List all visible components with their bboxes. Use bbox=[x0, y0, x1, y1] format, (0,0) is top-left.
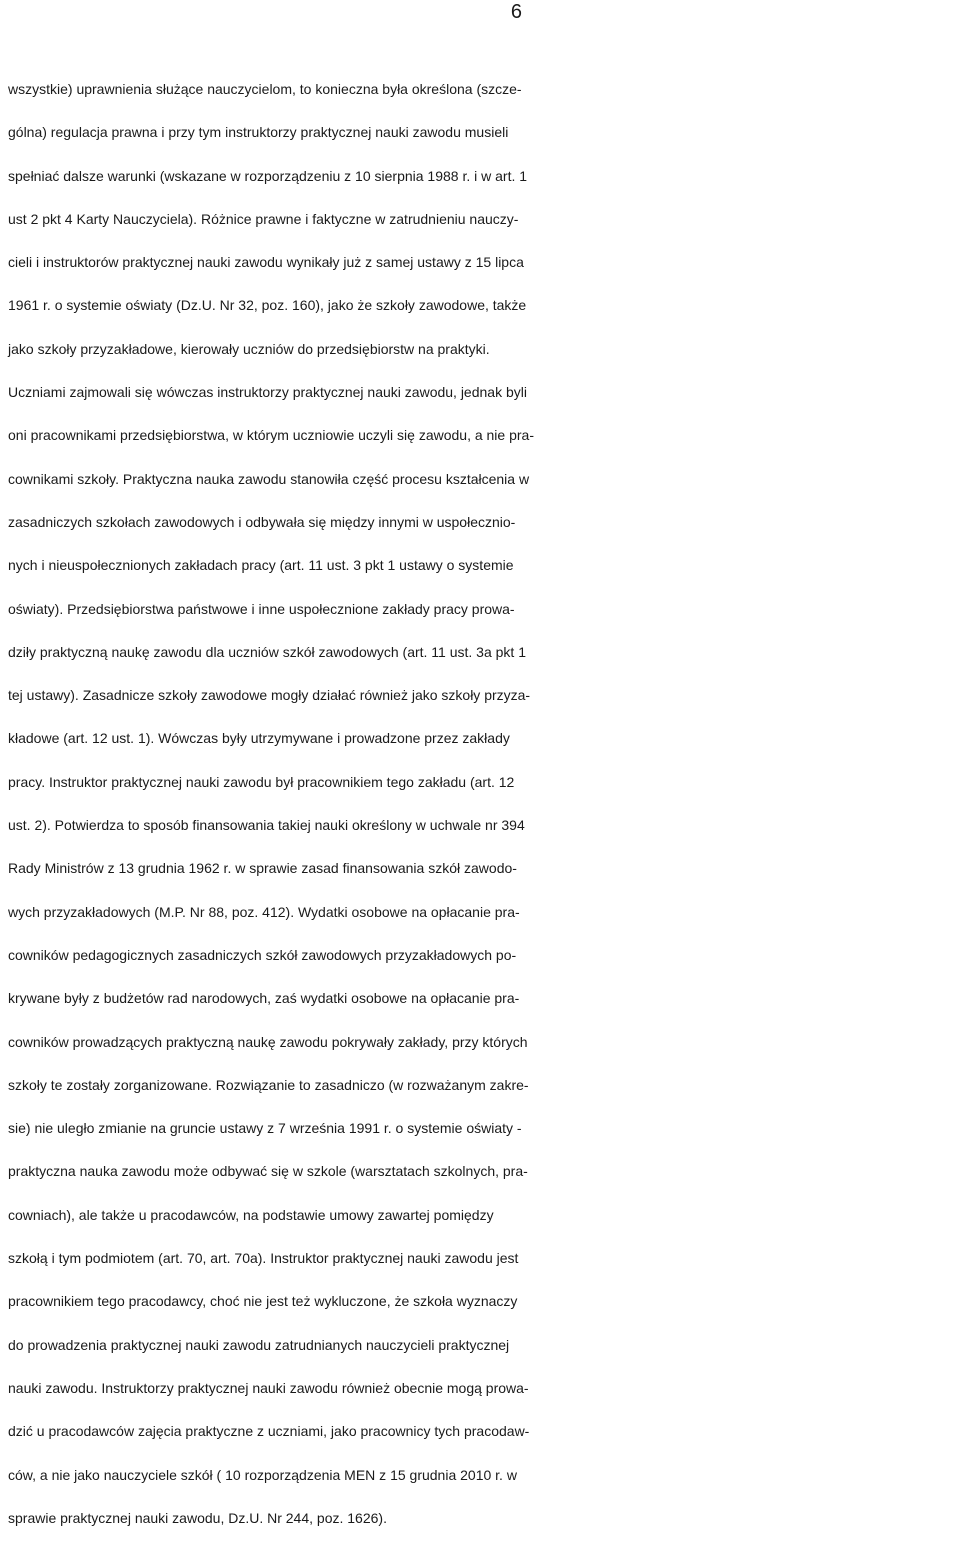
text-line: nych i nieuspołecznionych zakładach pracy (art. 11 ust. 3 pkt 1 ustawy o systemie bbox=[8, 557, 514, 574]
text-line: cownikami szkoły. Praktyczna nauka zawodu stanowiła część procesu kształcenia w bbox=[8, 470, 530, 487]
text-line: krywane były z budżetów rad narodowych, zaś wydatki osobowe na opłacanie pra- bbox=[8, 990, 520, 1007]
text-line: szkołą i tym podmiotem (art. 70, art. 70a). Instruktor praktycznej nauki zawodu jest bbox=[8, 1250, 519, 1267]
text-line: wych przyzakładowych (M.P. Nr 88, poz. 412). Wydatki osobowe na opłacanie pra- bbox=[8, 903, 520, 920]
text-line: oświaty). Przedsiębiorstwa państwowe i inne uspołecznione zakłady pracy prowa- bbox=[8, 600, 515, 617]
text-line: do prowadzenia praktycznej nauki zawodu zatrudnianych nauczycieli praktycznej bbox=[8, 1336, 510, 1353]
text-line: ców, a nie jako nauczyciele szkół ( 10 rozporządzenia MEN z 15 grudnia 2010 r. w bbox=[8, 1466, 517, 1483]
text-line: Rady Ministrów z 13 grudnia 1962 r. w sprawie zasad finansowania szkół zawodo- bbox=[8, 860, 517, 877]
text-line: pracy. Instruktor praktycznej nauki zawodu był pracownikiem tego zakładu (art. 12 bbox=[8, 773, 515, 790]
text-line: oni pracownikami przedsiębiorstwa, w którym uczniowie uczyli się zawodu, a nie pra- bbox=[8, 427, 534, 444]
text-line: pracownikiem tego pracodawcy, choć nie jest też wykluczone, że szkoła wyznaczy bbox=[8, 1293, 518, 1310]
text-line: cowników prowadzących praktyczną naukę zawodu pokrywały zakłady, przy których bbox=[8, 1033, 528, 1050]
text-line: tej ustawy). Zasadnicze szkoły zawodowe mogły działać również jako szkoły przyza- bbox=[8, 687, 531, 704]
text-line: ust 2 pkt 4 Karty Nauczyciela). Różnice prawne i faktyczne w zatrudnieniu nauczy- bbox=[8, 210, 519, 227]
text-line: wszystkie) uprawnienia służące nauczycielom, to konieczna była określona (szcze- bbox=[8, 81, 522, 97]
text-line: Uczniami zajmowali się wówczas instruktorzy praktycznej nauki zawodu, jednak byli bbox=[8, 384, 527, 401]
body-text bbox=[8, 68, 958, 1540]
text-line: zasadniczych szkołach zawodowych i odbywała się między innymi w uspołecznio- bbox=[8, 513, 516, 530]
text-line: nauki zawodu. Instruktorzy praktycznej nauki zawodu również obecnie mogą prowa- bbox=[8, 1379, 529, 1396]
text-line: kładowe (art. 12 ust. 1). Wówczas były utrzymywane i prowadzone przez zakłady bbox=[8, 730, 510, 747]
text-line: gólna) regulacja prawna i przy tym instruktorzy praktycznej nauki zawodu musieli bbox=[8, 124, 509, 141]
text-line: sprawie praktycznej nauki zawodu, Dz.U. Nr 244, poz. 1626). bbox=[8, 1509, 387, 1526]
text-line: cowników pedagogicznych zasadniczych szkół zawodowych przyzakładowych po- bbox=[8, 946, 517, 963]
text-line: praktyczna nauka zawodu może odbywać się w szkole (warsztatach szkolnych, pra- bbox=[8, 1163, 528, 1180]
page-number: 6 bbox=[510, 1, 522, 23]
text-line: cowniach), ale także u pracodawców, na podstawie umowy zawartej pomiędzy bbox=[8, 1206, 494, 1223]
text-line: szkoły te zostały zorganizowane. Rozwiązanie to zasadniczo (w rozważanym zakre- bbox=[8, 1076, 529, 1093]
text-line: ust. 2). Potwierdza to sposób finansowania takiej nauki określony w uchwale nr 394 bbox=[8, 817, 525, 834]
text-line: spełniać dalsze warunki (wskazane w rozporządzeniu z 10 sierpnia 1988 r. i w art. 1 bbox=[8, 167, 528, 184]
text-line: sie) nie uległo zmianie na gruncie ustawy z 7 września 1991 r. o systemie oświaty - bbox=[8, 1120, 522, 1137]
text-line: dziły praktyczną naukę zawodu dla uczniów szkół zawodowych (art. 11 ust. 3a pkt 1 bbox=[8, 643, 526, 660]
text-line: cieli i instruktorów praktycznej nauki zawodu wynikały już z samej ustawy z 15 lipca bbox=[8, 254, 524, 271]
text-line: jako szkoły przyzakładowe, kierowały uczniów do przedsiębiorstw na praktyki. bbox=[8, 340, 490, 357]
text-line: 1961 r. o systemie oświaty (Dz.U. Nr 32, poz. 160), jako że szkoły zawodowe, także bbox=[8, 297, 527, 314]
text-line: dzić u pracodawców zajęcia praktyczne z uczniami, jako pracownicy tych pracodaw- bbox=[8, 1423, 530, 1440]
